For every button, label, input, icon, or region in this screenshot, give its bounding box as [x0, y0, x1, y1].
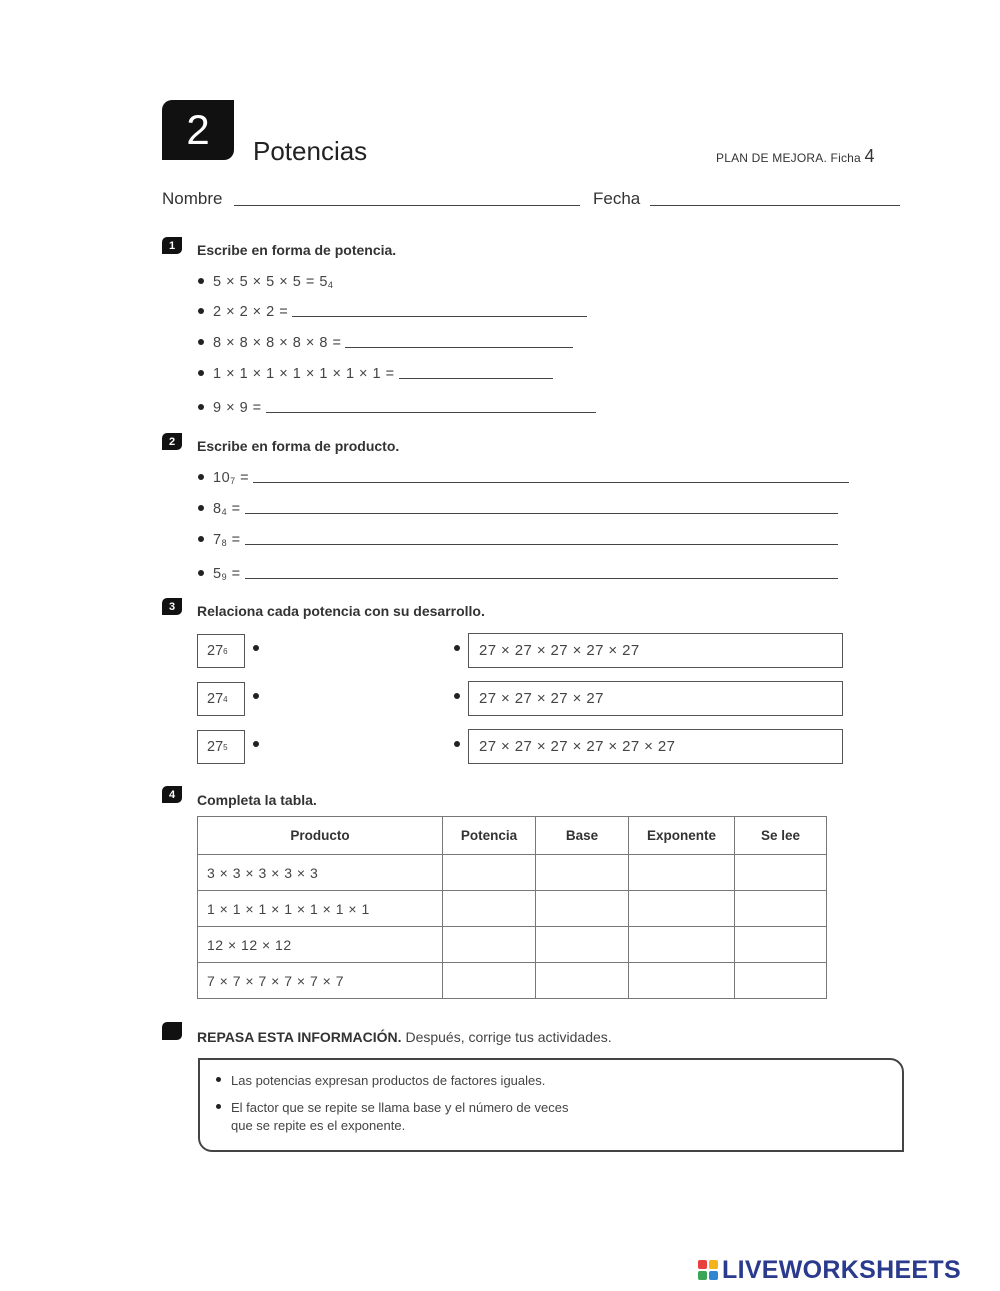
- ex3-development-box: 27 × 27 × 27 × 27: [468, 681, 843, 716]
- ex2-sign: =: [240, 470, 250, 486]
- bullet-icon: [198, 339, 204, 345]
- ex1-exponent: 4: [327, 280, 333, 290]
- exercise-2-title: Escribe en forma de producto.: [197, 438, 400, 454]
- exercise-3-badge: 3: [162, 598, 182, 615]
- ex2-answer-line[interactable]: [245, 578, 838, 579]
- ex2-base: 10: [213, 470, 231, 486]
- ex3-power-box: [197, 634, 245, 668]
- exercise-1-badge: 1: [162, 237, 182, 254]
- ex2-sign: =: [231, 566, 241, 582]
- bullet-icon: [198, 308, 204, 314]
- table-row: [198, 855, 827, 891]
- info-line-1: Las potencias expresan productos de factores iguales.: [231, 1073, 546, 1088]
- ex1-expression: 1 × 1 × 1 × 1 × 1 × 1 × 1 =: [213, 366, 395, 382]
- potencia-cell[interactable]: [443, 927, 536, 963]
- ex2-answer-line[interactable]: [253, 482, 849, 483]
- bullet-icon: [198, 505, 204, 511]
- plan-text: PLAN DE MEJORA. Ficha: [716, 151, 861, 165]
- info-line-2a: El factor que se repite se llama base y el número de veces: [231, 1100, 569, 1115]
- ex2-exponent: 7: [230, 476, 236, 486]
- exponente-cell[interactable]: [629, 963, 735, 999]
- header-producto: Producto: [198, 817, 443, 855]
- exercise-3-title: Relaciona cada potencia con su desarrollo.: [197, 603, 485, 619]
- completion-table: [197, 816, 827, 999]
- page-title: Potencias: [253, 136, 368, 166]
- ex3-power-box: [197, 730, 245, 764]
- potencia-cell[interactable]: [443, 963, 536, 999]
- exercise-1-title: Escribe en forma de potencia.: [197, 242, 397, 258]
- ex1-expression: 5 × 5 × 5 × 5 = 5: [213, 274, 328, 290]
- ex2-base: 5: [213, 566, 222, 582]
- ex2-exponent: 9: [221, 572, 227, 582]
- bullet-icon: [198, 404, 204, 410]
- ex1-expression: 8 × 8 × 8 × 8 × 8 =: [213, 335, 342, 351]
- ex3-power-exponent: 4: [223, 694, 228, 704]
- header-exponente: Exponente: [629, 817, 735, 855]
- logo-text: LIVEWORKSHEETS: [722, 1255, 961, 1284]
- plan-number: 4: [864, 146, 875, 166]
- ex1-item-1: [198, 268, 333, 290]
- exercise-2-badge: 2: [162, 433, 182, 450]
- logo-blocks-icon: [698, 1260, 718, 1280]
- ex3-power-exponent: 5: [223, 742, 228, 752]
- name-label: Nombre: [162, 189, 223, 208]
- info-line-2b: que se repite es el exponente.: [231, 1118, 406, 1133]
- product-cell: 12 × 12 × 12: [198, 927, 443, 963]
- header-base: Base: [536, 817, 629, 855]
- date-label: Fecha: [593, 189, 641, 208]
- product-cell: 1 × 1 × 1 × 1 × 1 × 1 × 1: [198, 891, 443, 927]
- unit-number-badge: 2: [162, 100, 234, 160]
- product-cell: 7 × 7 × 7 × 7 × 7 × 7: [198, 963, 443, 999]
- bullet-icon: [198, 474, 204, 480]
- ex2-exponent: 4: [221, 507, 227, 517]
- ex3-power-box: [197, 682, 245, 716]
- header-potencia: Potencia: [443, 817, 536, 855]
- table-row: [198, 891, 827, 927]
- exercise-4-badge: 4: [162, 786, 182, 803]
- ex3-power-base: 27: [207, 691, 224, 707]
- ex2-base: 8: [213, 501, 222, 517]
- ex2-item-1: [198, 464, 849, 486]
- ex3-power-base: 27: [207, 739, 224, 755]
- ex2-answer-line[interactable]: [245, 544, 838, 545]
- date-field[interactable]: [650, 205, 900, 206]
- ex1-item-3: [198, 329, 573, 351]
- ex2-item-4: [198, 560, 838, 582]
- ex3-right-connector[interactable]: [454, 741, 460, 747]
- bullet-icon: [198, 570, 204, 576]
- review-title-rest: Después, corrige tus actividades.: [405, 1029, 612, 1045]
- ex1-answer-line[interactable]: [266, 412, 596, 413]
- name-date-row: [162, 189, 902, 211]
- ex2-item-3: [198, 526, 838, 548]
- ex2-sign: =: [231, 501, 241, 517]
- table-row: [198, 963, 827, 999]
- base-cell[interactable]: [536, 963, 629, 999]
- ex1-expression: 9 × 9 =: [213, 400, 262, 416]
- base-cell[interactable]: [536, 927, 629, 963]
- ex3-left-connector[interactable]: [253, 741, 259, 747]
- ex3-development-box: 27 × 27 × 27 × 27 × 27 × 27: [468, 729, 843, 764]
- table-header-row: [198, 817, 827, 855]
- ex1-item-4: [198, 360, 553, 382]
- ex2-item-2: [198, 495, 838, 517]
- potencia-cell[interactable]: [443, 855, 536, 891]
- bullet-icon: [216, 1104, 221, 1109]
- ex1-answer-line[interactable]: [399, 378, 553, 379]
- ex1-item-5: [198, 394, 596, 416]
- base-cell[interactable]: [536, 891, 629, 927]
- potencia-cell[interactable]: [443, 891, 536, 927]
- bullet-icon: [216, 1077, 221, 1082]
- ex3-right-connector[interactable]: [454, 645, 460, 651]
- ex3-power-base: 27: [207, 643, 224, 659]
- ex1-answer-line[interactable]: [292, 316, 587, 317]
- ex1-item-2: [198, 298, 587, 320]
- exercise-4-title: Completa la tabla.: [197, 792, 317, 808]
- exponente-cell[interactable]: [629, 891, 735, 927]
- bullet-icon: [198, 370, 204, 376]
- se-lee-cell[interactable]: [735, 963, 827, 999]
- bullet-icon: [198, 536, 204, 542]
- se-lee-cell[interactable]: [735, 855, 827, 891]
- ex2-sign: =: [231, 532, 241, 548]
- ex2-exponent: 8: [221, 538, 227, 548]
- ex2-base: 7: [213, 532, 222, 548]
- table-row: [198, 927, 827, 963]
- exponente-cell[interactable]: [629, 855, 735, 891]
- name-field[interactable]: [234, 205, 580, 206]
- review-title: [197, 1029, 612, 1045]
- base-cell[interactable]: [536, 855, 629, 891]
- ex3-development-box: 27 × 27 × 27 × 27 × 27: [468, 633, 843, 668]
- ex1-answer-line[interactable]: [345, 347, 573, 348]
- ex1-expression: 2 × 2 × 2 =: [213, 304, 289, 320]
- product-cell: 3 × 3 × 3 × 3 × 3: [198, 855, 443, 891]
- liveworksheets-logo: [698, 1256, 961, 1284]
- ex3-left-connector[interactable]: [253, 645, 259, 651]
- ex3-right-connector[interactable]: [454, 693, 460, 699]
- review-badge: [162, 1022, 182, 1040]
- review-title-bold: REPASA ESTA INFORMACIÓN.: [197, 1029, 402, 1045]
- plan-label: [716, 146, 875, 167]
- se-lee-cell[interactable]: [735, 891, 827, 927]
- bullet-icon: [198, 278, 204, 284]
- ex3-left-connector[interactable]: [253, 693, 259, 699]
- exponente-cell[interactable]: [629, 927, 735, 963]
- ex2-answer-line[interactable]: [245, 513, 838, 514]
- ex3-power-exponent: 6: [223, 646, 228, 656]
- header-se-lee: Se lee: [735, 817, 827, 855]
- se-lee-cell[interactable]: [735, 927, 827, 963]
